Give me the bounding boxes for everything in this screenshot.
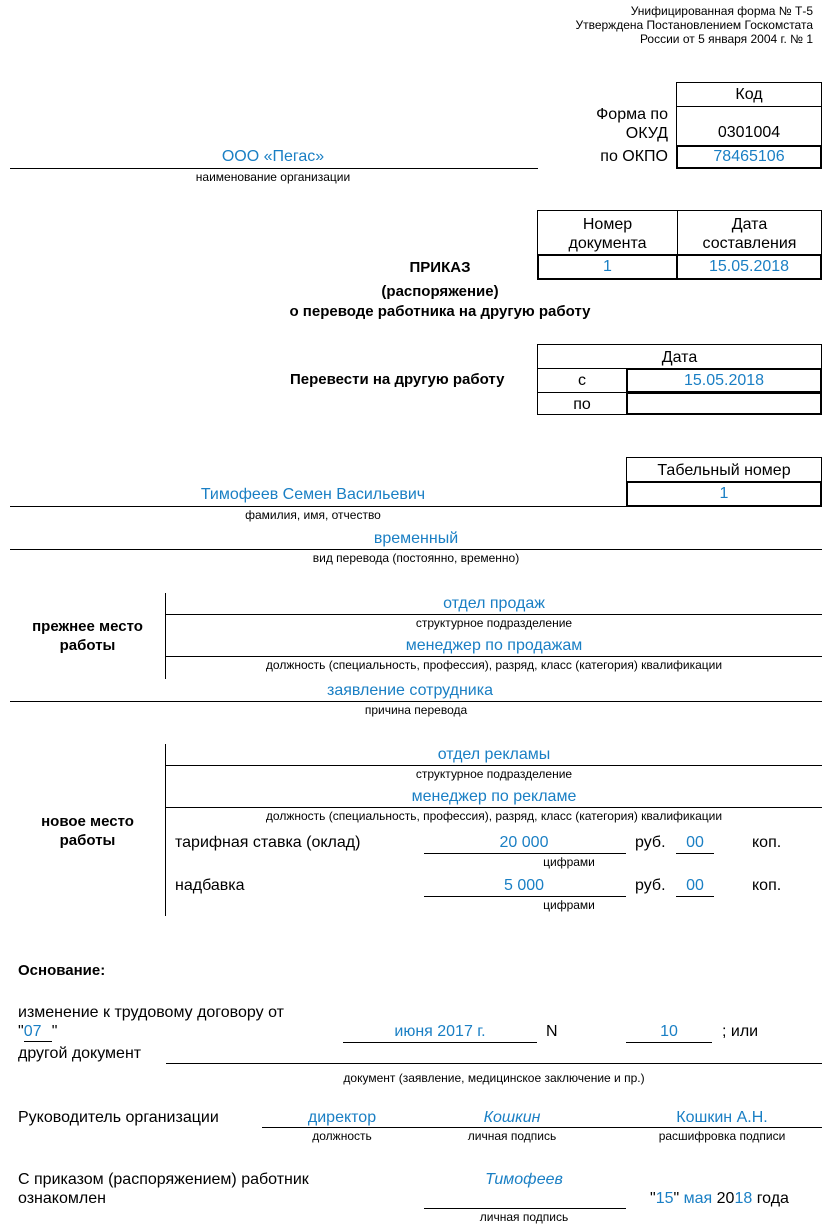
bonus-rub: руб. <box>635 877 666 894</box>
basis-other-doc-line <box>166 1063 822 1064</box>
employee-name-caption: фамилия, имя, отчество <box>245 508 381 522</box>
transfer-from-cell <box>626 368 822 393</box>
basis-day: 07 <box>24 1023 52 1042</box>
tab-value-cell <box>626 481 822 507</box>
acquainted-date-year: 18 <box>734 1190 753 1207</box>
doc-num-header: Номер документа <box>568 216 647 252</box>
organization-caption: наименование организации <box>195 170 351 184</box>
kod-header-cell <box>676 82 822 107</box>
bonus-label: надбавка <box>175 877 245 894</box>
rate-kop-value: 00 <box>686 834 704 851</box>
new-department-line <box>166 765 822 766</box>
rate-kop-line <box>676 853 714 854</box>
transfer-to-cell <box>626 392 822 415</box>
new-position: менеджер по рекламе <box>411 788 577 805</box>
form-header <box>575 4 813 46</box>
manager-label: Руководитель организации <box>18 1109 219 1126</box>
basis-quote-open: " <box>18 1023 24 1040</box>
employee-name: Тимофеев Семен Васильевич <box>200 486 426 503</box>
rate-value: 20 000 <box>499 834 549 851</box>
previous-label-2: работы <box>59 637 116 654</box>
acquainted-signature: Тимофеев <box>485 1171 563 1188</box>
basis-month-year-line <box>343 1042 537 1043</box>
okpo-cell <box>676 145 822 169</box>
okud-label: ОКУД <box>625 125 668 142</box>
transfer-from-label: с <box>578 372 586 389</box>
transfer-type: временный <box>373 530 459 547</box>
okpo-value: 78465106 <box>713 148 785 165</box>
rate-rub: руб. <box>635 834 666 851</box>
acquainted-date <box>650 1190 789 1208</box>
basis-month-year: июня 2017 г. <box>394 1023 486 1040</box>
title-subject: о переводе работника на другую работу <box>289 303 591 320</box>
basis-line1: изменение к трудовому договору от <box>18 1004 284 1021</box>
basis-date-row <box>18 1023 57 1042</box>
previous-label-1: прежнее место <box>32 618 143 635</box>
transfer-date-header-cell <box>537 344 822 369</box>
basis-other-doc-label: другой документ <box>18 1045 142 1062</box>
bonus-value: 5 000 <box>503 877 545 894</box>
new-label-1: новое место <box>41 813 134 830</box>
transfer-from-value: 15.05.2018 <box>683 372 765 389</box>
previous-department-line <box>166 614 822 615</box>
rate-line <box>424 853 626 854</box>
previous-position-line <box>166 656 822 657</box>
organization-name: ООО «Пегас» <box>221 148 325 165</box>
reason-line <box>10 701 822 702</box>
organization-line <box>10 168 538 169</box>
transfer-to-label: по <box>573 396 591 413</box>
basis-or-label: ; или <box>722 1023 759 1040</box>
acquainted-date-q1: " <box>650 1190 656 1207</box>
new-label-2: работы <box>59 832 116 849</box>
bonus-kop-value: 00 <box>686 877 704 894</box>
manager-position-caption: должность <box>312 1129 372 1143</box>
manager-signature: Кошкин <box>483 1109 541 1126</box>
rate-label: тарифная ставка (оклад) <box>175 834 361 851</box>
acquainted-date-suffix: года <box>756 1190 789 1207</box>
rate-kop: коп. <box>752 834 782 851</box>
bonus-digits-caption: цифрами <box>543 898 595 912</box>
basis-n-label: N <box>546 1023 558 1040</box>
rate-digits-caption: цифрами <box>543 855 595 869</box>
acquainted-date-day: 15 <box>655 1190 674 1207</box>
doc-date-cell <box>676 254 822 280</box>
okud-value: 0301004 <box>717 124 781 141</box>
doc-date-header: Дата составления <box>702 216 797 252</box>
form-header-line2: Утверждена Постановлением Госкомстата <box>575 18 813 32</box>
okud-cell <box>676 106 822 146</box>
transfer-date-header: Дата <box>661 349 698 366</box>
previous-department-caption: структурное подразделение <box>415 616 573 630</box>
transfer-type-line <box>10 549 822 550</box>
acquainted-date-month: мая <box>683 1190 713 1207</box>
transfer-to-label-cell <box>537 392 627 415</box>
basis-other-caption: документ (заявление, медицинское заключение и пр.) <box>343 1071 645 1085</box>
basis-number: 10 <box>660 1023 678 1040</box>
doc-date-value: 15.05.2018 <box>708 258 790 275</box>
form-header-line1: Унифицированная форма № Т-5 <box>630 4 813 18</box>
bonus-kop-line <box>676 896 714 897</box>
doc-num-header-cell <box>537 210 678 255</box>
new-department-caption: структурное подразделение <box>415 767 573 781</box>
previous-position-caption: должность (специальность, профессия), разряд, класс (категория) квалификации <box>265 658 723 672</box>
acquainted-line1: С приказом (распоряжением) работник <box>18 1171 309 1188</box>
reason-caption: причина перевода <box>364 703 468 717</box>
title-rasporyazhenie: (распоряжение) <box>381 283 499 300</box>
manager-signature-line <box>262 1127 822 1128</box>
acquainted-date-year-pre: 20 <box>716 1190 735 1207</box>
reason-value: заявление сотрудника <box>327 682 493 699</box>
transfer-from-label-cell <box>537 368 627 393</box>
manager-decoding: Кошкин А.Н. <box>676 1109 768 1126</box>
manager-signature-caption: личная подпись <box>467 1129 557 1143</box>
title-prikaz: ПРИКАЗ <box>409 259 471 276</box>
new-position-caption: должность (специальность, профессия), разряд, класс (категория) квалификации <box>265 809 723 823</box>
doc-num-value: 1 <box>603 258 612 275</box>
acquainted-signature-caption: личная подпись <box>479 1210 569 1224</box>
manager-position: директор <box>307 1109 377 1126</box>
manager-decoding-caption: расшифровка подписи <box>658 1129 786 1143</box>
bonus-kop: коп. <box>752 877 782 894</box>
tab-header: Табельный номер <box>657 462 791 479</box>
tab-header-cell <box>626 457 822 482</box>
employee-name-line <box>10 506 626 507</box>
basis-number-line <box>626 1042 712 1043</box>
basis-title: Основание: <box>18 962 106 979</box>
acquainted-date-q2: " <box>673 1190 680 1207</box>
new-position-line <box>166 807 822 808</box>
transfer-label: Перевести на другую работу <box>290 371 505 388</box>
acquainted-signature-line <box>424 1208 626 1209</box>
previous-department: отдел продаж <box>443 595 545 612</box>
doc-date-header-cell <box>677 210 822 255</box>
kod-label: Код <box>735 86 763 103</box>
transfer-type-caption: вид перевода (постоянно, временно) <box>312 551 520 565</box>
new-department: отдел рекламы <box>437 746 551 763</box>
tab-value: 1 <box>719 485 729 502</box>
acquainted-line2: ознакомлен <box>18 1190 106 1207</box>
form-header-line3: России от 5 января 2004 г. № 1 <box>639 32 813 46</box>
okpo-label: по ОКПО <box>600 148 668 165</box>
forma-po-label: Форма по <box>596 106 668 123</box>
basis-quote-close: " <box>51 1023 58 1040</box>
previous-position: менеджер по продажам <box>405 637 583 654</box>
bonus-line <box>424 896 626 897</box>
